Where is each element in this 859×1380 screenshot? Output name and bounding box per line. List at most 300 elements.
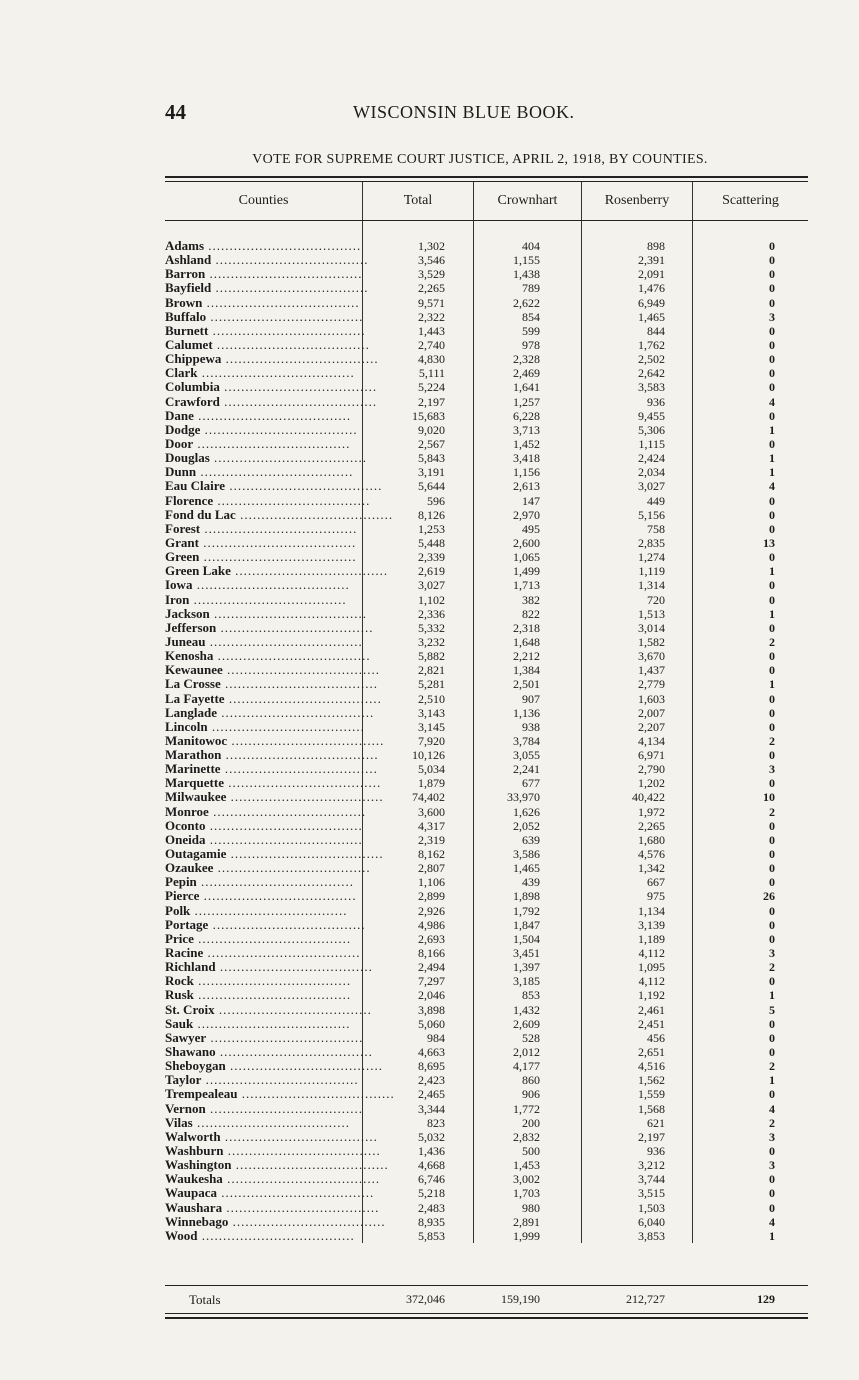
cell-crownhart: 1,397 (513, 960, 540, 975)
cell-total: 5,882 (418, 649, 445, 664)
cell-total: 5,281 (418, 677, 445, 692)
cell-crownhart: 1,999 (513, 1228, 540, 1243)
cell-total: 596 (427, 493, 445, 508)
table-row (165, 1172, 808, 1186)
cell-crownhart: 528 (522, 1030, 540, 1045)
county-label: Columbia (165, 379, 220, 395)
table-row (165, 296, 808, 310)
leader-dots: .................................... (205, 831, 363, 847)
leader-dots: .................................... (221, 351, 379, 367)
county-label: Calumet (165, 336, 213, 352)
cell-crownhart: 3,185 (513, 974, 540, 989)
leader-dots: .................................... (228, 1213, 386, 1229)
leader-dots: .................................... (214, 1001, 372, 1017)
cell-rosenberry: 4,112 (638, 946, 665, 961)
cell-scattering: 4 (769, 1214, 775, 1229)
county-name (165, 775, 382, 791)
leader-dots: .................................... (215, 959, 373, 975)
cell-scattering: 2 (769, 634, 775, 649)
cell-rosenberry: 1,465 (638, 309, 665, 324)
cell-rosenberry: 3,853 (638, 1228, 665, 1243)
cell-total: 8,166 (418, 946, 445, 961)
cell-rosenberry: 3,027 (638, 479, 665, 494)
totals-crownhart: 159,190 (501, 1292, 540, 1306)
cell-rosenberry: 1,559 (638, 1087, 665, 1102)
county-label: Sauk (165, 1015, 194, 1031)
cell-rosenberry: 4,134 (638, 733, 665, 748)
cell-total: 3,546 (418, 253, 445, 268)
table-row (165, 748, 808, 762)
county-name (165, 1171, 381, 1187)
cell-total: 984 (427, 1030, 445, 1045)
cell-rosenberry: 898 (647, 239, 665, 253)
county-name (165, 860, 371, 876)
cell-rosenberry: 936 (647, 1144, 665, 1158)
cell-scattering: 1 (769, 677, 775, 692)
cell-rosenberry: 6,971 (638, 748, 665, 763)
cell-scattering: 3 (769, 309, 775, 324)
county-name (165, 465, 363, 479)
county-label: Iowa (165, 577, 193, 593)
county-name (165, 1073, 363, 1087)
cell-crownhart: 599 (522, 323, 540, 338)
leader-dots: .................................... (219, 379, 378, 395)
cell-crownhart: 2,832 (513, 1129, 540, 1144)
table-row (165, 508, 808, 522)
table-row (165, 1201, 808, 1215)
header-crownhart: Crownhart (497, 193, 558, 208)
cell-total: 3,600 (418, 804, 445, 819)
table-row (165, 904, 808, 918)
county-label: Washington (165, 1157, 232, 1173)
cell-rosenberry: 2,197 (638, 1129, 665, 1144)
table-row (165, 479, 808, 493)
county-label: Langlade (165, 704, 218, 720)
table-row (165, 239, 808, 253)
cell-total: 4,317 (418, 818, 445, 833)
cell-scattering: 0 (769, 1172, 775, 1187)
county-label: Green Lake (165, 563, 231, 579)
table-row (165, 819, 808, 833)
county-name (165, 280, 369, 296)
cell-rosenberry: 2,779 (638, 677, 665, 692)
cell-total: 4,668 (418, 1158, 445, 1173)
cell-total: 823 (427, 1115, 445, 1130)
cell-rosenberry: 1,095 (638, 960, 665, 975)
county-label: Rock (165, 973, 194, 989)
leader-dots: .................................... (223, 1143, 381, 1158)
cell-total: 2,567 (418, 436, 445, 451)
county-label: Marinette (165, 761, 221, 777)
cell-rosenberry: 2,091 (638, 267, 665, 282)
county-name (165, 959, 373, 975)
cell-crownhart: 1,713 (513, 578, 540, 593)
cell-scattering: 0 (769, 507, 775, 522)
cell-scattering: 4 (769, 394, 775, 409)
table-row (165, 423, 808, 437)
county-label: Oconto (165, 817, 206, 833)
leader-dots: .................................... (217, 704, 375, 720)
cell-total: 2,740 (418, 337, 445, 352)
cell-crownhart: 2,052 (513, 818, 540, 833)
county-label: Waukesha (165, 1171, 223, 1187)
county-name (165, 635, 363, 649)
table-row (165, 1045, 808, 1059)
leader-dots: .................................... (199, 888, 357, 904)
cell-scattering: 0 (769, 974, 775, 989)
county-name (165, 833, 363, 847)
table-row (165, 607, 808, 621)
cell-total: 5,843 (418, 451, 445, 466)
cell-total: 1,102 (418, 592, 445, 607)
county-name (165, 1001, 372, 1017)
table-row (165, 550, 808, 564)
cell-crownhart: 2,970 (513, 507, 540, 522)
totals-rosenberry: 212,727 (626, 1292, 665, 1306)
cell-total: 74,402 (412, 790, 445, 805)
cell-total: 2,483 (418, 1200, 445, 1215)
county-label: Portage (165, 916, 209, 932)
cell-rosenberry: 667 (647, 875, 665, 890)
cell-rosenberry: 1,134 (638, 903, 665, 918)
county-label: Pepin (165, 874, 197, 890)
cell-total: 7,920 (418, 733, 445, 748)
header-rosenberry: Rosenberry (604, 193, 670, 208)
table-row (165, 1003, 808, 1017)
cell-crownhart: 1,453 (513, 1158, 540, 1173)
leader-dots: .................................... (193, 930, 352, 946)
table-row (165, 663, 808, 677)
county-label: Waupaca (165, 1185, 218, 1201)
county-name (165, 1229, 363, 1243)
county-label: Oneida (165, 831, 206, 847)
county-name (165, 875, 363, 889)
county-label: Door (165, 435, 194, 451)
leader-dots: .................................... (211, 280, 369, 296)
table-row (165, 649, 808, 663)
totals-row (165, 1285, 808, 1314)
leader-dots: .................................... (205, 1100, 363, 1116)
county-label: Rusk (165, 987, 194, 1003)
table-row (165, 1215, 808, 1229)
leader-dots: .................................... (196, 874, 355, 890)
county-label: Trempealeau (165, 1086, 238, 1102)
leader-dots: .................................... (198, 534, 357, 550)
header-counties: Counties (238, 193, 289, 208)
leader-dots: .................................... (220, 1128, 378, 1144)
cell-total: 7,297 (418, 974, 445, 989)
table-row (165, 352, 808, 366)
county-label: Jackson (165, 605, 210, 621)
leader-dots: .................................... (192, 1114, 350, 1130)
cell-rosenberry: 621 (647, 1115, 665, 1130)
cell-crownhart: 2,501 (513, 677, 540, 692)
table-row (165, 1186, 808, 1200)
county-label: Brown (165, 294, 203, 310)
cell-total: 1,253 (418, 521, 445, 536)
table-row (165, 706, 808, 720)
county-name (165, 1058, 383, 1074)
county-label: Douglas (165, 450, 210, 466)
county-name (165, 946, 363, 960)
leader-dots: .................................... (208, 803, 367, 819)
cell-rosenberry: 1,503 (638, 1200, 665, 1215)
cell-total: 15,683 (412, 408, 445, 423)
column-divider (692, 182, 693, 220)
cell-rosenberry: 449 (647, 493, 665, 508)
leader-dots: .................................... (203, 945, 361, 961)
county-label: Lincoln (165, 718, 208, 734)
table-row (165, 366, 808, 380)
column-divider (473, 182, 474, 220)
county-name (165, 492, 371, 508)
table-row (165, 1073, 808, 1087)
cell-rosenberry: 1,476 (638, 281, 665, 296)
cell-total: 2,807 (418, 861, 445, 876)
cell-rosenberry: 2,651 (638, 1045, 665, 1060)
county-label: Green (165, 549, 200, 565)
leader-dots: .................................... (223, 775, 382, 791)
county-name (165, 1213, 386, 1229)
page-number: 44 (165, 100, 186, 124)
cell-rosenberry: 456 (647, 1030, 665, 1045)
county-label: Clark (165, 365, 198, 381)
cell-scattering: 4 (769, 479, 775, 494)
cell-crownhart: 978 (522, 337, 540, 352)
leader-dots: .................................... (196, 464, 354, 480)
cell-scattering: 0 (769, 705, 775, 720)
county-name (165, 889, 363, 903)
county-name (165, 450, 368, 466)
cell-scattering: 2 (769, 1059, 775, 1074)
county-label: Florence (165, 492, 214, 508)
county-label: Iron (165, 591, 190, 607)
cell-crownhart: 1,155 (513, 253, 540, 268)
leader-dots: .................................... (225, 1058, 383, 1074)
leader-dots: .................................... (220, 761, 378, 777)
county-label: Buffalo (165, 308, 207, 324)
table-title: VOTE FOR SUPREME COURT JUSTICE, APRIL 2, 1918, BY COUNTIES. (252, 152, 708, 167)
table-row (165, 1158, 808, 1172)
cell-scattering: 0 (769, 903, 775, 918)
leader-dots: .................................... (193, 407, 352, 423)
cell-scattering: 0 (769, 931, 775, 946)
cell-scattering: 1 (769, 1073, 775, 1088)
county-label: Forest (165, 520, 201, 536)
cell-rosenberry: 758 (647, 521, 665, 536)
county-name (165, 393, 378, 409)
cell-crownhart: 789 (522, 281, 540, 296)
county-name (165, 506, 394, 522)
cell-scattering: 5 (769, 1002, 775, 1017)
county-name (165, 379, 378, 395)
cell-crownhart: 3,713 (513, 422, 540, 437)
cell-scattering: 2 (769, 960, 775, 975)
cell-crownhart: 2,891 (513, 1214, 540, 1229)
cell-crownhart: 1,641 (513, 380, 540, 395)
county-name (165, 662, 381, 678)
cell-scattering: 1 (769, 564, 775, 579)
leader-dots: .................................... (219, 393, 378, 409)
cell-rosenberry: 2,642 (638, 366, 665, 381)
cell-total: 10,126 (412, 748, 445, 763)
totals-scattering: 129 (757, 1292, 775, 1306)
table-row (165, 395, 808, 409)
table-row (165, 380, 808, 394)
cell-rosenberry: 2,265 (638, 818, 665, 833)
cell-crownhart: 980 (522, 1200, 540, 1215)
cell-total: 5,111 (418, 366, 445, 381)
county-label: Sheboygan (165, 1058, 226, 1074)
county-name (165, 720, 363, 734)
county-name (165, 336, 370, 352)
table-row (165, 762, 808, 776)
leader-dots: .................................... (216, 619, 374, 635)
cell-scattering: 1 (769, 422, 775, 437)
cell-total: 3,145 (418, 719, 445, 734)
cell-scattering: 0 (769, 719, 775, 734)
cell-rosenberry: 2,790 (638, 762, 665, 777)
cell-scattering: 0 (769, 550, 775, 565)
county-label: Price (165, 930, 194, 946)
county-name (165, 932, 363, 946)
county-name (165, 267, 363, 281)
cell-scattering: 26 (763, 889, 775, 904)
cell-rosenberry: 2,835 (638, 535, 665, 550)
cell-rosenberry: 3,515 (638, 1186, 665, 1201)
cell-total: 2,465 (418, 1087, 445, 1102)
table-row (165, 847, 808, 861)
cell-rosenberry: 1,119 (638, 564, 665, 579)
county-name (165, 1199, 380, 1215)
cell-crownhart: 639 (522, 832, 540, 847)
county-label: Adams (165, 238, 205, 253)
cell-scattering: 3 (769, 1158, 775, 1173)
county-label: Waushara (165, 1199, 223, 1215)
cell-crownhart: 2,613 (513, 479, 540, 494)
running-title: WISCONSIN BLUE BOOK. (353, 102, 575, 122)
cell-scattering: 0 (769, 1087, 775, 1102)
leader-dots: .................................... (193, 435, 351, 451)
table-row (165, 1130, 808, 1144)
cell-crownhart: 860 (522, 1073, 540, 1088)
county-name (165, 252, 369, 268)
county-label: Eau Claire (165, 478, 226, 494)
cell-total: 5,644 (418, 479, 445, 494)
cell-scattering: 0 (769, 337, 775, 352)
table-row (165, 409, 808, 423)
county-name (165, 1031, 363, 1045)
table-row (165, 465, 808, 479)
cell-crownhart: 938 (522, 719, 540, 734)
cell-crownhart: 2,600 (513, 535, 540, 550)
cell-scattering: 1 (769, 1228, 775, 1243)
cell-rosenberry: 1,274 (638, 550, 665, 565)
cell-total: 5,060 (418, 1016, 445, 1031)
cell-scattering: 0 (769, 1016, 775, 1031)
cell-scattering: 0 (769, 691, 775, 706)
cell-scattering: 3 (769, 762, 775, 777)
cell-crownhart: 1,504 (513, 931, 540, 946)
cell-crownhart: 907 (522, 691, 540, 706)
leader-dots: .................................... (200, 421, 358, 437)
cell-scattering: 0 (769, 380, 775, 395)
cell-total: 3,529 (418, 267, 445, 282)
cell-rosenberry: 1,603 (638, 691, 665, 706)
cell-crownhart: 2,328 (513, 352, 540, 367)
cell-total: 2,899 (418, 889, 445, 904)
cell-crownhart: 1,792 (513, 903, 540, 918)
leader-dots: .................................... (213, 648, 371, 664)
cell-rosenberry: 1,342 (638, 861, 665, 876)
leader-dots: .................................... (199, 549, 357, 565)
table-row (165, 805, 808, 819)
cell-scattering: 0 (769, 1200, 775, 1215)
county-name (165, 605, 368, 621)
cell-crownhart: 1,432 (513, 1002, 540, 1017)
table-header (165, 182, 808, 221)
cell-scattering: 2 (769, 804, 775, 819)
cell-crownhart: 147 (522, 493, 540, 508)
cell-rosenberry: 6,040 (638, 1214, 665, 1229)
cell-total: 2,821 (418, 663, 445, 678)
table-row (165, 875, 808, 889)
cell-rosenberry: 2,207 (638, 719, 665, 734)
county-name (165, 648, 371, 664)
cell-total: 3,344 (418, 1101, 445, 1116)
county-label: Polk (165, 902, 191, 918)
county-name (165, 550, 363, 564)
cell-scattering: 0 (769, 832, 775, 847)
county-label: Grant (165, 534, 199, 550)
county-name (165, 846, 384, 862)
cell-scattering: 0 (769, 1144, 775, 1158)
county-name (165, 478, 383, 494)
table-row (165, 1031, 808, 1045)
table-row (165, 692, 808, 706)
table-row (165, 988, 808, 1002)
cell-rosenberry: 936 (647, 394, 665, 409)
county-name (165, 974, 363, 988)
cell-crownhart: 1,703 (513, 1186, 540, 1201)
county-label: Washburn (165, 1143, 224, 1158)
county-name (165, 536, 363, 550)
leader-dots: .................................... (224, 690, 382, 706)
cell-scattering: 2 (769, 733, 775, 748)
county-label: Dodge (165, 421, 201, 437)
cell-scattering: 0 (769, 436, 775, 451)
cell-total: 2,423 (418, 1073, 445, 1088)
county-name (165, 904, 363, 918)
cell-crownhart: 1,156 (513, 465, 540, 480)
leader-dots: .................................... (226, 789, 384, 805)
leader-dots: .................................... (231, 1157, 389, 1173)
county-label: Burnett (165, 322, 209, 338)
cell-scattering: 0 (769, 366, 775, 381)
cell-scattering: 1 (769, 988, 775, 1003)
county-name (165, 296, 363, 310)
county-name (165, 1044, 373, 1060)
cell-total: 1,436 (418, 1144, 445, 1158)
county-label: Crawford (165, 393, 220, 409)
county-name (165, 1128, 378, 1144)
cell-total: 2,046 (418, 988, 445, 1003)
cell-crownhart: 1,648 (513, 634, 540, 649)
leader-dots: .................................... (213, 860, 371, 876)
cell-crownhart: 3,586 (513, 847, 540, 862)
cell-total: 8,126 (418, 507, 445, 522)
cell-crownhart: 4,177 (513, 1059, 540, 1074)
